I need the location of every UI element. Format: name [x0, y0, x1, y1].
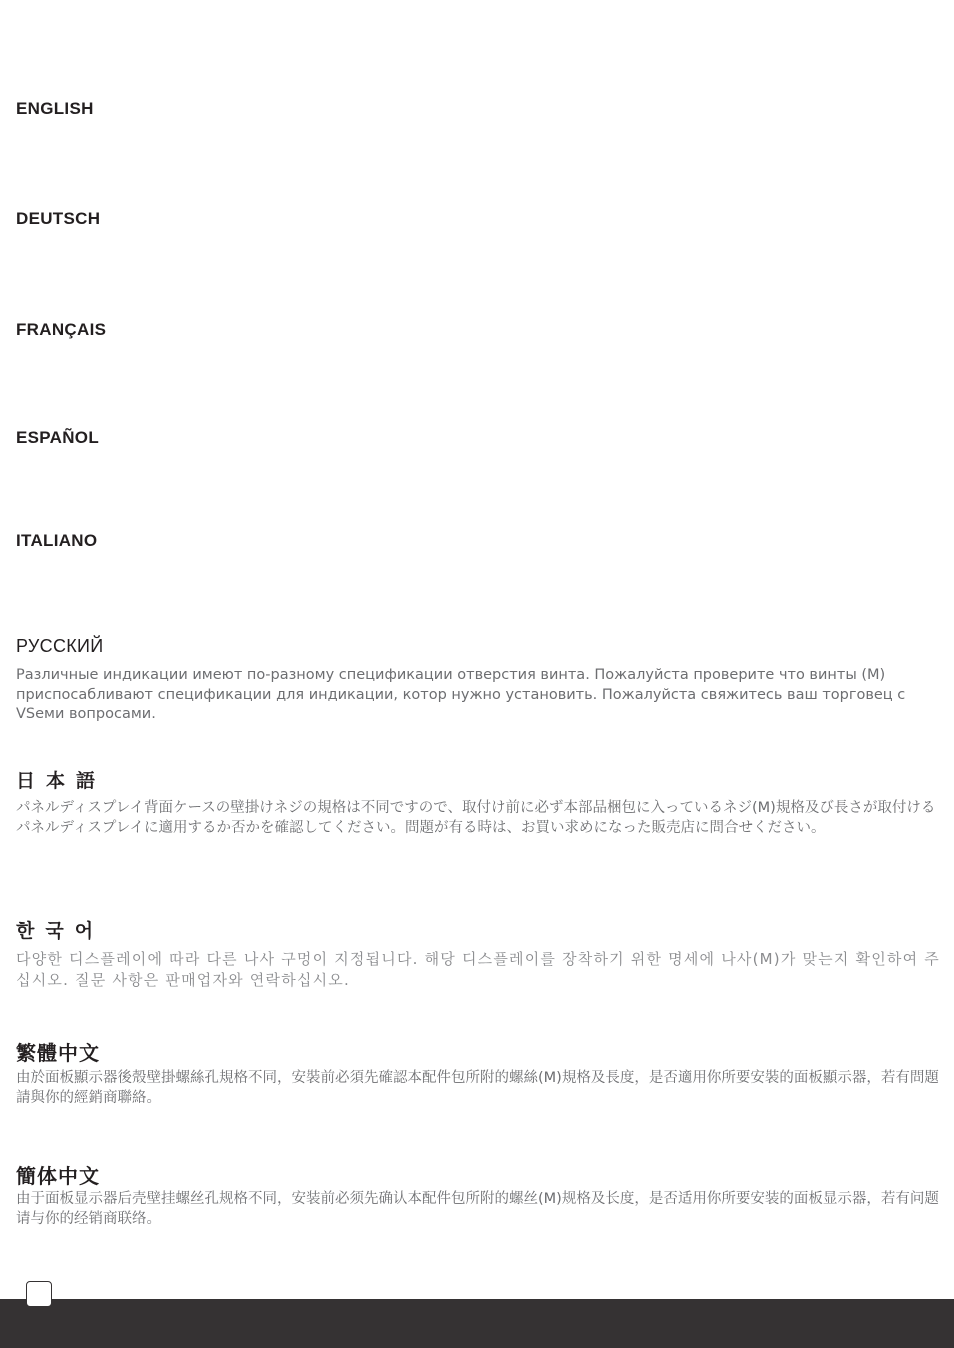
- traditional-chinese-text: 由於面板顯示器後殼壁掛螺絲孔規格不同，安裝前必須先確認本配件包所附的螺絲(M)規格及長度，是否適用你所要安裝的面板顯示器，若有問題請與你的經銷商聯絡。: [16, 1070, 939, 1106]
- heading-deutsch: DEUTSCH: [16, 209, 101, 228]
- simplified-chinese-text: 由于面板显示器后壳壁挂螺丝孔规格不同，安装前必须先确认本配件包所附的螺丝(M)规格及长度，是否适用你所要安装的面板显示器，若有问题请与你的经销商联络。: [16, 1191, 939, 1227]
- japanese-text: パネルディスプレイ背面ケースの壁掛けネジの規格は不同ですので、取付け前に必ず本部品梱包に入っているネジ(M)規格及び長さが取付けるパネルディスプレイに適用するか否かを確認してください。問題が有る時は、お買い求めになった販売店に問合せください。: [16, 800, 936, 836]
- heading-italiano: ITALIANO: [16, 531, 98, 550]
- heading-francais: FRANÇAIS: [16, 320, 107, 339]
- russian-text: Различные индикации имеют по-разному спецификации отверстия винта. Пожалуйста проверите что винты (M) приспосабливают спецификации для индикации, котор нужно установить. Пожалуйста свяжитесь ваш торговец с VSеми вопросами.: [16, 667, 906, 722]
- heading-korean: 한국어: [16, 921, 105, 942]
- heading-espanol: ESPAÑOL: [16, 428, 100, 447]
- heading-english: ENGLISH: [16, 99, 94, 118]
- heading-simplified-chinese: 簡体中文: [16, 1166, 100, 1188]
- footer-bar: [0, 1299, 954, 1348]
- heading-russian: РУССКИЙ: [16, 636, 104, 656]
- heading-traditional-chinese: 繁體中文: [16, 1043, 100, 1065]
- korean-text: 다양한 디스플레이에 따라 다른 나사 구멍이 지정됩니다. 해당 디스플레이를 장착하기 위한 명세에 나사(M)가 맞는지 확인하여 주십시오. 질문 사항은 판매업자와 연락하십시오.: [16, 950, 940, 989]
- heading-japanese: 日本語: [16, 771, 107, 792]
- page-number-box: [26, 1281, 52, 1307]
